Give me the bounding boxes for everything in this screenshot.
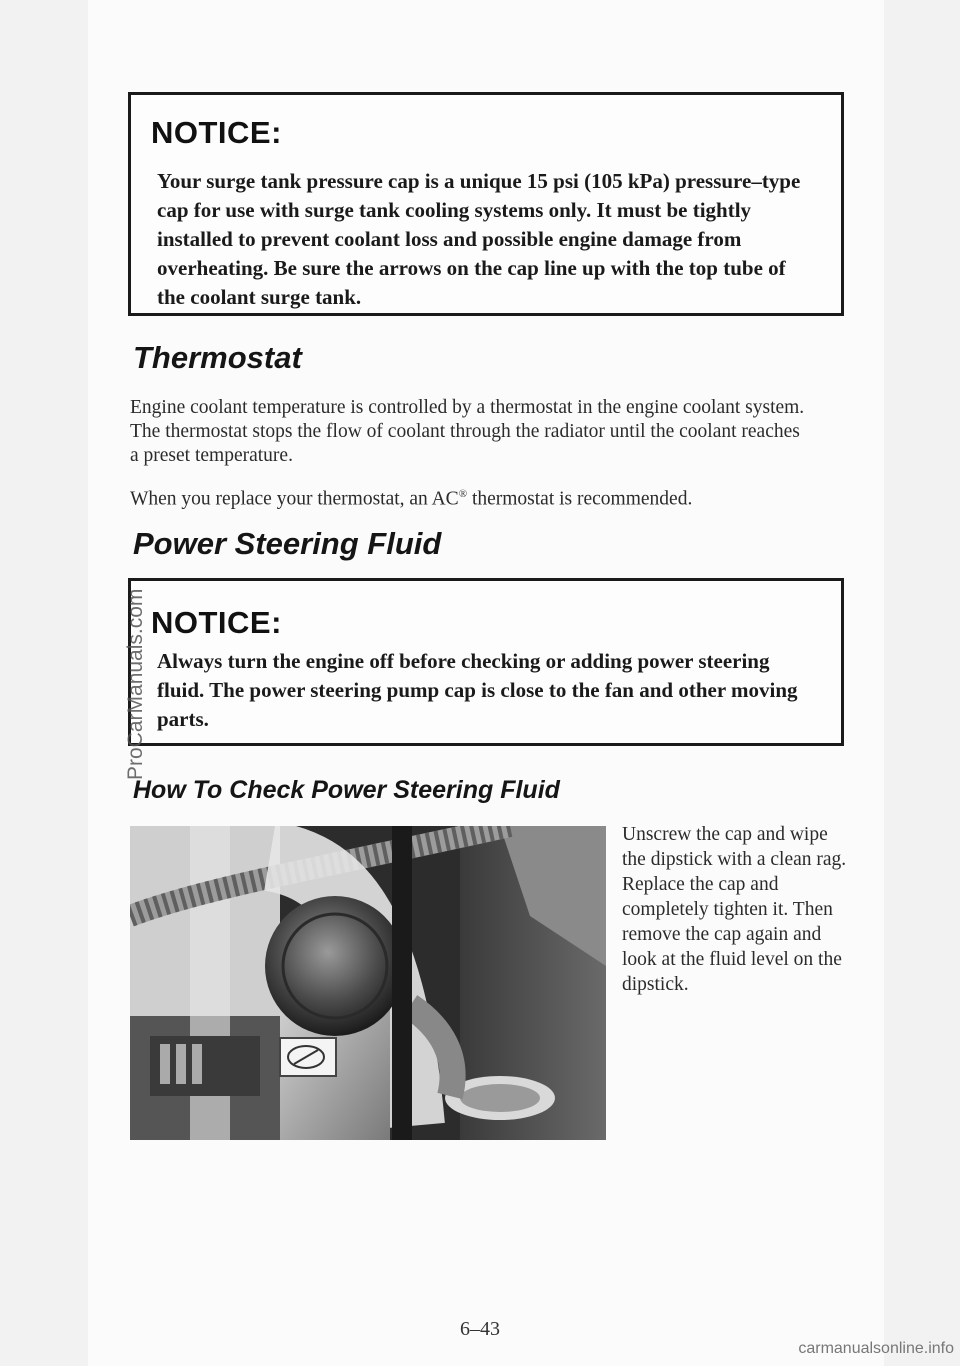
power-steering-pump-photo bbox=[130, 826, 606, 1140]
notice-body: Your surge tank pressure cap is a unique 15 psi (105 kPa) pressure–type cap for use with surge tank cooling systems only. It must be tightly installed to prevent coolant loss and possible engine damage from overheating. Be sure the arrows on the cap line up with the top tube of the coolant surge tank. bbox=[157, 169, 801, 309]
notice-title: NOTICE: bbox=[151, 115, 282, 150]
check-instructions: Unscrew the cap and wipe the dipstick with a clean rag. Replace the cap and completely tighten it. Then remove the cap again and look at the fluid level on the dipstick. bbox=[622, 824, 847, 995]
watermark-bottom: carmanualsonline.info bbox=[798, 1340, 954, 1357]
notice-box-power-steering bbox=[128, 578, 844, 746]
recommendation-text-start: When you replace your thermostat, an AC bbox=[130, 488, 459, 510]
watermark-vertical: ProCarManuals.com bbox=[124, 588, 147, 780]
engine-photo-illustration bbox=[130, 826, 606, 1140]
page-number: 6–43 bbox=[460, 1318, 500, 1340]
thermostat-paragraph: Engine coolant temperature is controlled by a thermostat in the engine coolant system. The thermostat stops the flow of coolant through the radiator until the coolant reaches a preset temperature. bbox=[130, 397, 805, 466]
section-heading-thermostat: Thermostat bbox=[133, 340, 302, 375]
recommendation-text-end: thermostat is recommended. bbox=[467, 488, 693, 510]
section-heading-power-steering: Power Steering Fluid bbox=[133, 526, 442, 561]
notice-body: Always turn the engine off before checking or adding power steering fluid. The power steering pump cap is close to the fan and other moving parts. bbox=[157, 649, 798, 731]
registered-mark: ® bbox=[458, 488, 468, 500]
subsection-heading-check-fluid: How To Check Power Steering Fluid bbox=[133, 776, 560, 804]
notice-title: NOTICE: bbox=[151, 605, 282, 640]
notice-box-surge-cap bbox=[128, 92, 844, 316]
thermostat-recommendation bbox=[130, 482, 810, 512]
